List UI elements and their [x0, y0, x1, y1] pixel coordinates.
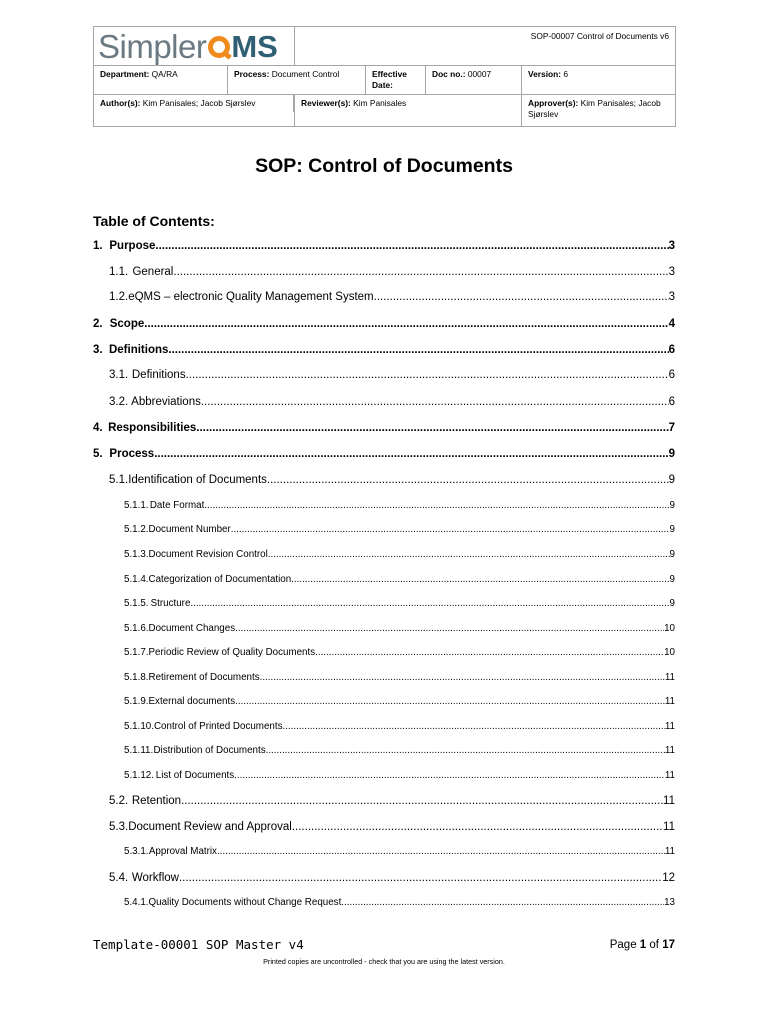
toc-entry-page: 11	[663, 821, 675, 833]
toc-entry-label: Process	[109, 448, 155, 460]
department-value: QA/RA	[151, 69, 178, 79]
logo-q-icon	[208, 36, 230, 58]
toc-entry-label: Approval Matrix	[148, 846, 217, 857]
toc-entry-number: 1.1.	[109, 266, 129, 278]
toc-entry-page: 6	[668, 369, 675, 381]
toc-entry-label: External documents	[148, 696, 236, 707]
toc-dot-leader	[282, 721, 664, 732]
toc-dot-leader	[234, 770, 665, 781]
version-cell	[522, 66, 676, 95]
reviewers-label: Reviewer(s):	[301, 97, 351, 108]
toc-dot-leader	[204, 500, 669, 511]
toc-entry-label: Date Format	[149, 500, 205, 511]
toc-entry-page: 9	[668, 448, 675, 460]
toc-dot-leader	[217, 846, 665, 857]
toc-entry[interactable]	[93, 524, 675, 535]
toc-entry[interactable]	[93, 897, 675, 908]
effective-date-subcell	[366, 66, 425, 94]
toc-entry-page: 9	[669, 574, 675, 585]
toc-entry-label: eQMS – electronic Quality Management System	[128, 291, 374, 303]
toc-dot-leader	[179, 872, 662, 884]
toc-entry-page: 11	[663, 795, 675, 807]
toc-entry[interactable]	[93, 647, 675, 658]
toc-dot-leader	[268, 549, 670, 560]
toc-entry-label: Scope	[109, 318, 145, 330]
toc-dot-leader	[173, 266, 668, 278]
process-value: Document Control	[271, 69, 340, 79]
toc-entry-page: 11	[664, 846, 675, 857]
toc-entry[interactable]	[93, 745, 675, 756]
toc-entry-number: 5.1.10.	[124, 721, 154, 732]
toc-entry[interactable]	[93, 770, 675, 781]
doc-no-cell	[426, 66, 522, 95]
toc-entry[interactable]	[93, 369, 675, 381]
toc-entry-label: Abbreviations	[131, 396, 201, 408]
toc-entry-page: 9	[669, 500, 675, 511]
toc-entry-page: 9	[668, 474, 675, 486]
toc-entry[interactable]	[93, 549, 675, 560]
logo-text-ms: MS	[231, 28, 278, 64]
toc-entry-number: 5.1.1.	[124, 500, 149, 511]
toc-entry-label: Control of Printed Documents	[153, 721, 283, 732]
toc-entry-label: Definitions	[108, 344, 169, 356]
toc-entry-label: Workflow	[131, 872, 179, 884]
toc-entry-number: 5.3.	[109, 821, 129, 833]
reviewers-value: Kim Panisales	[353, 97, 407, 108]
document-header-table	[93, 26, 676, 127]
version-label: Version:	[528, 69, 562, 79]
toc-entry[interactable]	[93, 396, 675, 408]
toc-entry-number: 5.1.3.	[124, 549, 149, 560]
toc-entry-number: 5.1.7.	[124, 647, 149, 658]
toc-entry-page: 10	[664, 647, 675, 658]
toc-entry-label: Periodic Review of Quality Documents	[148, 647, 316, 658]
toc-entry-label: Definitions	[131, 369, 186, 381]
authors-cell	[94, 94, 295, 126]
toc-entry-number: 3.	[93, 344, 103, 356]
doc-no-value: 00007	[467, 69, 492, 79]
toc-entry-number: 5.1.2.	[124, 524, 149, 535]
footer-template-name: Template-00001 SOP Master v4	[93, 937, 304, 952]
simplerqms-logo	[94, 27, 294, 65]
toc-heading: Table of Contents:	[93, 213, 215, 229]
toc-entry-page: 10	[664, 623, 675, 634]
effective-date-label: Effective Date:	[372, 69, 407, 90]
toc-entry[interactable]	[93, 448, 675, 460]
process-label: Process:	[234, 69, 270, 79]
toc-dot-leader	[196, 422, 668, 434]
toc-entry-number: 5.1.	[109, 474, 129, 486]
toc-entry-page: 3	[668, 240, 675, 252]
toc-dot-leader	[315, 647, 664, 658]
doc-ref: SOP-00007 Control of Documents v6	[530, 31, 670, 41]
toc-entry-label: Quality Documents without Change Request	[148, 897, 342, 908]
toc-entry-label: Retirement of Documents	[148, 672, 260, 683]
toc-entry-number: 5.1.6.	[124, 623, 149, 634]
doc-ref-cell	[295, 27, 676, 66]
process-subcell	[228, 66, 366, 94]
toc-entry[interactable]	[93, 344, 675, 356]
page-total: 17	[662, 939, 675, 951]
toc-entry-number: 5.1.4.	[124, 574, 149, 585]
toc-entry[interactable]	[93, 872, 675, 884]
logo-text-simpler: Simpler	[98, 27, 207, 65]
toc-entry-label: Structure	[150, 598, 191, 609]
doc-no-label: Doc no.:	[432, 69, 466, 79]
toc-dot-leader	[168, 344, 668, 356]
toc-entry-label: Responsibilities	[108, 422, 197, 434]
toc-entry-number: 1.2.	[109, 291, 129, 303]
toc-dot-leader	[155, 240, 668, 252]
toc-entry-page: 7	[668, 422, 675, 434]
toc-entry-page: 11	[664, 672, 675, 683]
toc-dot-leader	[144, 318, 668, 330]
approvers-cell	[522, 94, 676, 126]
toc-entry-page: 11	[664, 745, 675, 756]
approvers-label: Approver(s):	[528, 97, 579, 108]
toc-entry-page: 13	[664, 897, 675, 908]
toc-dot-leader	[235, 623, 664, 634]
toc-entry-page: 6	[668, 344, 675, 356]
toc-entry[interactable]	[93, 696, 675, 707]
page-of: of	[649, 939, 659, 951]
toc-entry-label: List of Documents	[155, 770, 235, 781]
toc-entry-page: 9	[669, 549, 675, 560]
toc-entry-page: 9	[669, 598, 675, 609]
toc-entry-page: 4	[668, 318, 675, 330]
toc-entry-page: 3	[668, 291, 675, 303]
toc-entry-number: 4.	[93, 422, 103, 434]
logo-cell	[94, 27, 295, 66]
toc-dot-leader	[374, 291, 669, 303]
toc-entry-label: Identification of Documents	[128, 474, 267, 486]
toc-entry-number: 5.2.	[109, 795, 129, 807]
toc-entry-number: 5.1.12.	[124, 770, 154, 781]
toc-entry-label: Document Number	[148, 524, 231, 535]
authors-label: Author(s):	[100, 97, 141, 108]
toc-entry-number: 5.1.5.	[124, 598, 149, 609]
toc-entry[interactable]	[93, 721, 675, 732]
toc-entry[interactable]	[93, 266, 675, 278]
toc-entry-page: 3	[668, 266, 675, 278]
toc-entry[interactable]	[93, 474, 675, 486]
toc-entry-number: 1.	[93, 240, 103, 252]
page-word: Page	[609, 939, 637, 951]
toc-entry[interactable]	[93, 574, 675, 585]
toc-entry[interactable]	[93, 821, 675, 833]
approvers-value: Kim Panisales; Jacob Sjørslev	[528, 97, 661, 119]
process-cell	[228, 66, 426, 95]
toc-entry-label: Document Revision Control	[148, 549, 268, 560]
version-value: 6	[563, 69, 569, 79]
department-cell	[94, 66, 228, 95]
footer-uncontrolled-note: Printed copies are uncontrolled - check that you are using the latest version.	[263, 957, 505, 966]
toc-dot-leader	[201, 396, 669, 408]
department-label: Department:	[100, 69, 150, 79]
toc-entry-number: 3.1.	[109, 369, 129, 381]
toc-entry-number: 5.	[93, 448, 103, 460]
document-title: SOP: Control of Documents	[255, 155, 513, 177]
reviewers-cell	[295, 94, 522, 126]
toc-entry-number: 5.4.1.	[124, 897, 149, 908]
authors-subcell	[94, 95, 294, 112]
page-current: 1	[639, 939, 647, 951]
toc-entry[interactable]	[93, 846, 675, 857]
toc-dot-leader	[341, 897, 664, 908]
toc-entry-number: 5.4.	[109, 872, 129, 884]
toc-entry[interactable]	[93, 291, 675, 303]
toc-dot-leader	[190, 598, 669, 609]
toc-entry[interactable]	[93, 598, 675, 609]
toc-entry[interactable]	[93, 500, 675, 511]
toc-entry-label: Retention	[131, 795, 182, 807]
toc-entry-label: Categorization of Documentation	[148, 574, 292, 585]
toc-entry-number: 5.1.9.	[124, 696, 149, 707]
toc-entry-number: 5.3.1.	[124, 846, 149, 857]
toc-entry-label: Purpose	[109, 240, 156, 252]
toc-dot-leader	[231, 524, 670, 535]
toc-entry-page: 11	[664, 770, 675, 781]
toc-entry-page: 11	[664, 696, 675, 707]
toc-entry-label: Document Changes	[148, 623, 236, 634]
toc-entry-label: Distribution of Documents	[153, 745, 266, 756]
toc-dot-leader	[266, 745, 665, 756]
toc-dot-leader	[186, 369, 669, 381]
toc-entry-number: 2.	[93, 318, 103, 330]
toc-entry-label: Document Review and Approval	[128, 821, 292, 833]
toc-entry[interactable]	[93, 623, 675, 634]
toc-entry-number: 5.1.8.	[124, 672, 149, 683]
toc-dot-leader	[260, 672, 665, 683]
toc-entry-label: General	[132, 266, 174, 278]
toc-entry[interactable]	[93, 240, 675, 252]
toc-dot-leader	[291, 574, 669, 585]
toc-entry-page: 9	[669, 524, 675, 535]
toc-entry[interactable]	[93, 795, 675, 807]
toc-dot-leader	[181, 795, 663, 807]
toc-dot-leader	[154, 448, 668, 460]
toc-entry-number: 5.1.11.	[124, 745, 154, 756]
toc-dot-leader	[292, 821, 663, 833]
toc-entry[interactable]	[93, 318, 675, 330]
toc-dot-leader	[267, 474, 669, 486]
authors-value: Kim Panisales; Jacob Sjørslev	[142, 97, 256, 108]
toc-entry-page: 12	[662, 872, 675, 884]
toc-entry-number: 3.2.	[109, 396, 129, 408]
toc-entry-page: 6	[668, 396, 675, 408]
toc-dot-leader	[235, 696, 665, 707]
toc-entry[interactable]	[93, 672, 675, 683]
toc-entry[interactable]	[93, 422, 675, 434]
toc-entry-page: 11	[664, 721, 675, 732]
footer-page-number	[610, 939, 675, 951]
